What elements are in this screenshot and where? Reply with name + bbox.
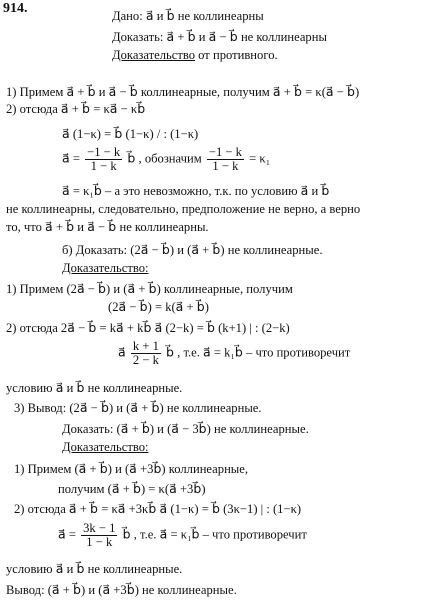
- conclusion-line-2: то, что a⃗ + b⃗ и a⃗ − b⃗ не коллинеарны.: [6, 220, 209, 234]
- exercise-number: 914.: [3, 1, 28, 16]
- part-c-equation: получим (a⃗ + b⃗) = κ(a⃗ +3b⃗): [58, 482, 206, 496]
- part-b-fraction: [131, 340, 161, 367]
- fraction-mid: b⃗ , обозначим: [127, 151, 202, 166]
- part-b-fraction-denominator: 2 − k: [132, 353, 159, 367]
- conclusion-line-1: не коллинеарны, следовательно, предположение не верно, а верно: [6, 202, 361, 216]
- part-c-step-1: 1) Примем (a⃗ + b⃗) и (a⃗ +3b⃗) коллинеарные,: [14, 462, 249, 476]
- prove-line: Доказать: a⃗ + b⃗ и a⃗ − b⃗ не коллинеарны: [112, 30, 327, 44]
- part-b-conclusion: 3) Вывод: (2a⃗ − b⃗) и (a⃗ + b⃗) не коллинеарные.: [14, 401, 262, 415]
- fraction-2-denominator: 1 − k: [212, 159, 239, 173]
- fraction-right: = κ₁: [249, 151, 271, 166]
- part-c-fraction-line: [58, 522, 307, 549]
- part-c-fraction-left: a⃗ =: [58, 527, 76, 542]
- method-text: от противного.: [198, 48, 278, 62]
- part-b-step-1: 1) Примем (2a⃗ − b⃗) и (a⃗ + b⃗) коллинеарные, получим: [6, 282, 293, 296]
- part-c-conclusion: Вывод: (a⃗ + b⃗) и (a⃗ +3b⃗) не коллинеарные.: [6, 583, 237, 597]
- given-line: Дано: a⃗ и b⃗ не коллинеарны: [112, 9, 264, 23]
- part-c-fraction-denominator: 1 − k: [86, 535, 113, 549]
- part-c-proof-heading: Доказательство:: [62, 440, 149, 454]
- part-c-step-2: 2) отсюда a⃗ + b⃗ = κa⃗ +3κb⃗ a⃗ (1−κ) = b⃗ (3κ−1) | : (1−κ): [14, 502, 302, 516]
- part-b-condition: условию a⃗ и b⃗ не коллинеарные.: [6, 381, 183, 395]
- fraction-2-numerator: −1 − k: [208, 145, 242, 159]
- fraction-left: a⃗ =: [62, 151, 80, 166]
- proof-heading: Доказательство: [112, 48, 196, 62]
- fraction-1-numerator: −1 − k: [87, 145, 121, 159]
- fraction-line-a: [62, 146, 270, 173]
- part-c-fraction: [81, 522, 117, 549]
- fraction-1-denominator: 1 − k: [90, 159, 117, 173]
- part-c-fraction-numerator: 3k − 1: [83, 521, 116, 535]
- part-b-proof-heading: Доказательство:: [62, 261, 149, 275]
- part-b-prove: б) Доказать: (2a⃗ − b⃗) и (a⃗ + b⃗) не коллинеарные.: [62, 243, 323, 257]
- step-1-line: 1) Примем a⃗ + b⃗ и a⃗ − b⃗ коллинеарные, получим a⃗ + b⃗ = κ(a⃗ − b⃗): [6, 85, 360, 99]
- part-b-step-2: 2) отсюда 2a⃗ − b⃗ = ka⃗ + kb⃗ a⃗ (2−k) = b⃗ (k+1) | : (2−k): [6, 321, 290, 335]
- fraction-1: [85, 146, 122, 173]
- part-c-fraction-right: b⃗ , т.е. a⃗ = κ₁b⃗ – что противоречит: [122, 527, 307, 542]
- division-line: a⃗ (1−κ) = b⃗ (1−κ) / : (1−κ): [62, 127, 199, 141]
- part-b-fraction-line: [118, 340, 350, 367]
- part-b-fraction-right: b⃗ , т.е. a⃗ = k₁b⃗ – что противоречит: [166, 345, 351, 360]
- part-b-fraction-numerator: k + 1: [132, 339, 159, 353]
- fraction-2: [207, 146, 244, 173]
- step-2-line: 2) отсюда a⃗ + b⃗ = κa⃗ − κb⃗: [6, 102, 146, 116]
- method-line: [112, 47, 278, 63]
- part-b-fraction-left: a⃗: [118, 345, 126, 360]
- part-c-prove: Доказать: (a⃗ + b⃗) и (a⃗ − 3b⃗) не коллинеарные.: [62, 422, 309, 436]
- part-b-equation: (2a⃗ − b⃗) = k(a⃗ + b⃗): [108, 300, 209, 314]
- contradiction-line: a⃗ = κ₁b⃗ – а это невозможно, т.к. по условию a⃗ и b⃗: [62, 184, 330, 198]
- part-c-condition: условию a⃗ и b⃗ не коллинеарные.: [6, 562, 183, 576]
